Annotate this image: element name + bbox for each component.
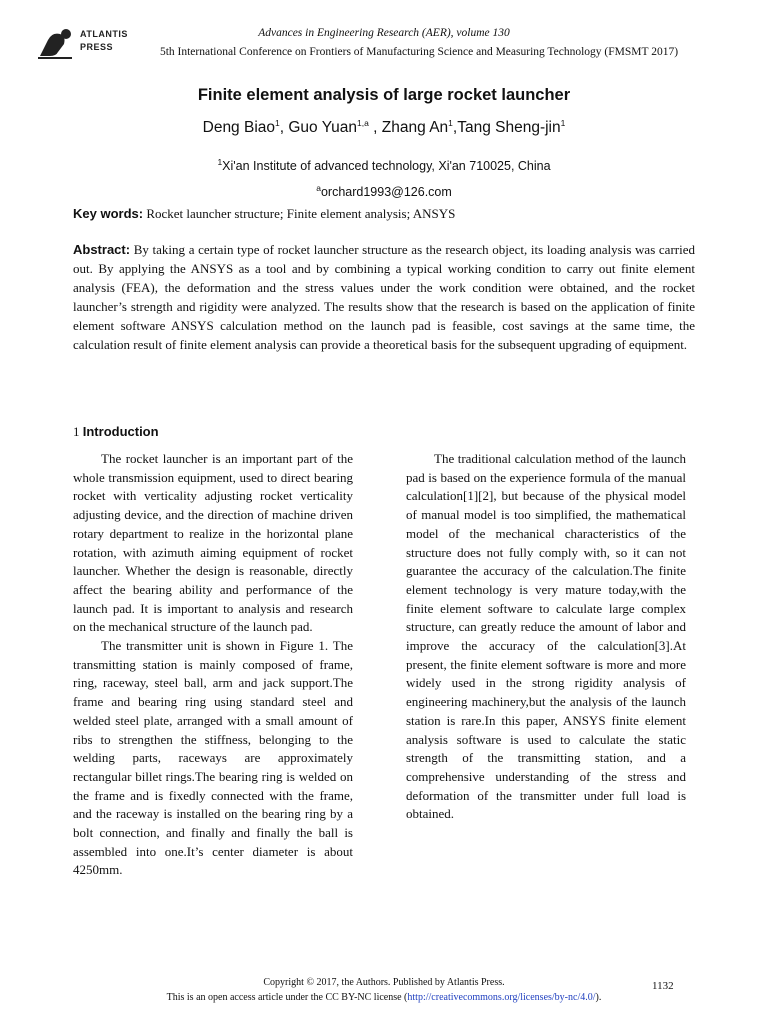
paper-title: Finite element analysis of large rocket launcher bbox=[197, 86, 571, 104]
author-separator: , bbox=[368, 119, 382, 136]
license-link[interactable]: http://creativecommons.org/licenses/by-nc/4.0/ bbox=[407, 992, 596, 1003]
abstract-label: Abstract: bbox=[73, 242, 131, 257]
copyright-notice: Copyright © 2017, the Authors. Published by Atlantis Press. bbox=[263, 977, 505, 988]
author-affil-mark: 1 bbox=[560, 117, 566, 128]
affiliation-text: Xi'an Institute of advanced technology, Xi'an 710025, China bbox=[222, 159, 551, 173]
keywords-text: Rocket launcher structure; Finite element analysis; ANSYS bbox=[143, 206, 456, 221]
abstract bbox=[73, 240, 695, 354]
conference-header: 5th International Conference on Frontiers of Manufacturing Science and Measuring Technology (FMSMT 2017) bbox=[159, 46, 679, 58]
author-separator: , bbox=[279, 119, 289, 136]
keywords-label: Key words: bbox=[73, 206, 144, 221]
author-affil-mark: 1 bbox=[275, 117, 280, 128]
contact-email bbox=[0, 182, 768, 199]
paragraph: The traditional calculation method of the launch pad is based on the experience formula of the manual calculation[1][2], but because of the physical model of manual model is too simplified, the mathematical model of the mechanical characteristics of the structure does not fully comply with, so it can not guarantee the accuracy of the calculation.The finite element technology is very mature today,with the finite element software to calculate large complex structure, can greatly reduce the amount of labor and improve the accuracy of the calculation[3].At present, the finite element software is more and more widely used in the strong rigidity analysis of engineering machinery,but the analysis of the launch station is rare.In this paper, ANSYS finite element analysis software is used to calculate the static strength of the transmitting station, and a comprehensive understanding of the stress and deformation of the transmitter under full load is obtained. bbox=[406, 451, 686, 822]
license-notice bbox=[0, 992, 768, 1003]
page-number: 1132 bbox=[652, 980, 674, 992]
logo-text-press: PRESS bbox=[80, 42, 114, 52]
section-number: 1 bbox=[73, 424, 83, 439]
section-heading bbox=[73, 424, 159, 440]
author-name: Deng Biao bbox=[202, 119, 276, 136]
abstract-text: By taking a certain type of rocket launcher structure as the research object, its loading analysis was carried out. By applying the ANSYS as a tool and by combining a typical working condition to carry out finite element analysis (FEA), the deformation and the stress values under the work condition were obtained, and the rocket launcher’s strength and rigidity were analyzed. The results show that the research is based on the application of finite element software ANSYS calculation method on the launch pad is feasible, cost savings at the same time, the calculation result of finite element analysis can provide a theoretical basis for the subsequent upgrading of equipment. bbox=[73, 242, 695, 352]
affiliation bbox=[0, 156, 768, 173]
author-separator: , bbox=[452, 119, 458, 136]
section-title: Introduction bbox=[82, 424, 159, 439]
left-column bbox=[73, 450, 353, 880]
paragraph: The rocket launcher is an important part of the whole transmission equipment, used to direct bearing rocket with verticality adjusting rocket verticality adjusting device, and the direction of machine driven rotary department to realize in the horizontal plane rotation, with azimuth aiming equipment of rocket launcher. Whether the design is reasonable, directly affect the bearing ability and performance of the launch pad. It is important to analysis and research on the mechanical structure of the launch pad. bbox=[73, 451, 353, 635]
author-name: Zhang An bbox=[381, 119, 449, 136]
author-list bbox=[0, 119, 768, 137]
logo-text-atlantis: ATLANTIS bbox=[80, 29, 128, 39]
license-prefix: This is an open access article under the CC BY-NC license ( bbox=[166, 992, 408, 1003]
author-name: Guo Yuan bbox=[288, 119, 358, 136]
author-affil-mark: 1 bbox=[448, 117, 453, 128]
right-column bbox=[406, 450, 686, 824]
author-affil-mark: 1,a bbox=[357, 117, 369, 128]
keywords bbox=[73, 206, 695, 222]
paragraph: The transmitter unit is shown in Figure 1. The transmitting station is mainly composed of frame, ring, raceway, steel ball, arm and jack support.The frame and bearing ring using standard steel and welded steel plate, arranged with a small amount of ribs to strengthen the stiffness, belonging to the welding parts, raceways are approximately rectangular billet rings.The bearing ring is welded on the frame and is fixedly connected with the frame, and the raceway is installed on the bearing ring by a bolt connection, and finally and finally the ball is assembled into one.It’s center diameter is about 4250mm. bbox=[73, 638, 353, 878]
author-name: Tang Sheng-jin bbox=[457, 119, 561, 136]
affiliation-mark: 1 bbox=[217, 156, 223, 167]
email-mark: a bbox=[316, 182, 321, 193]
journal-header: Advances in Engineering Research (AER), volume 130 bbox=[258, 27, 510, 39]
license-suffix: ). bbox=[595, 992, 602, 1003]
email-text[interactable]: orchard1993@126.com bbox=[320, 185, 452, 199]
